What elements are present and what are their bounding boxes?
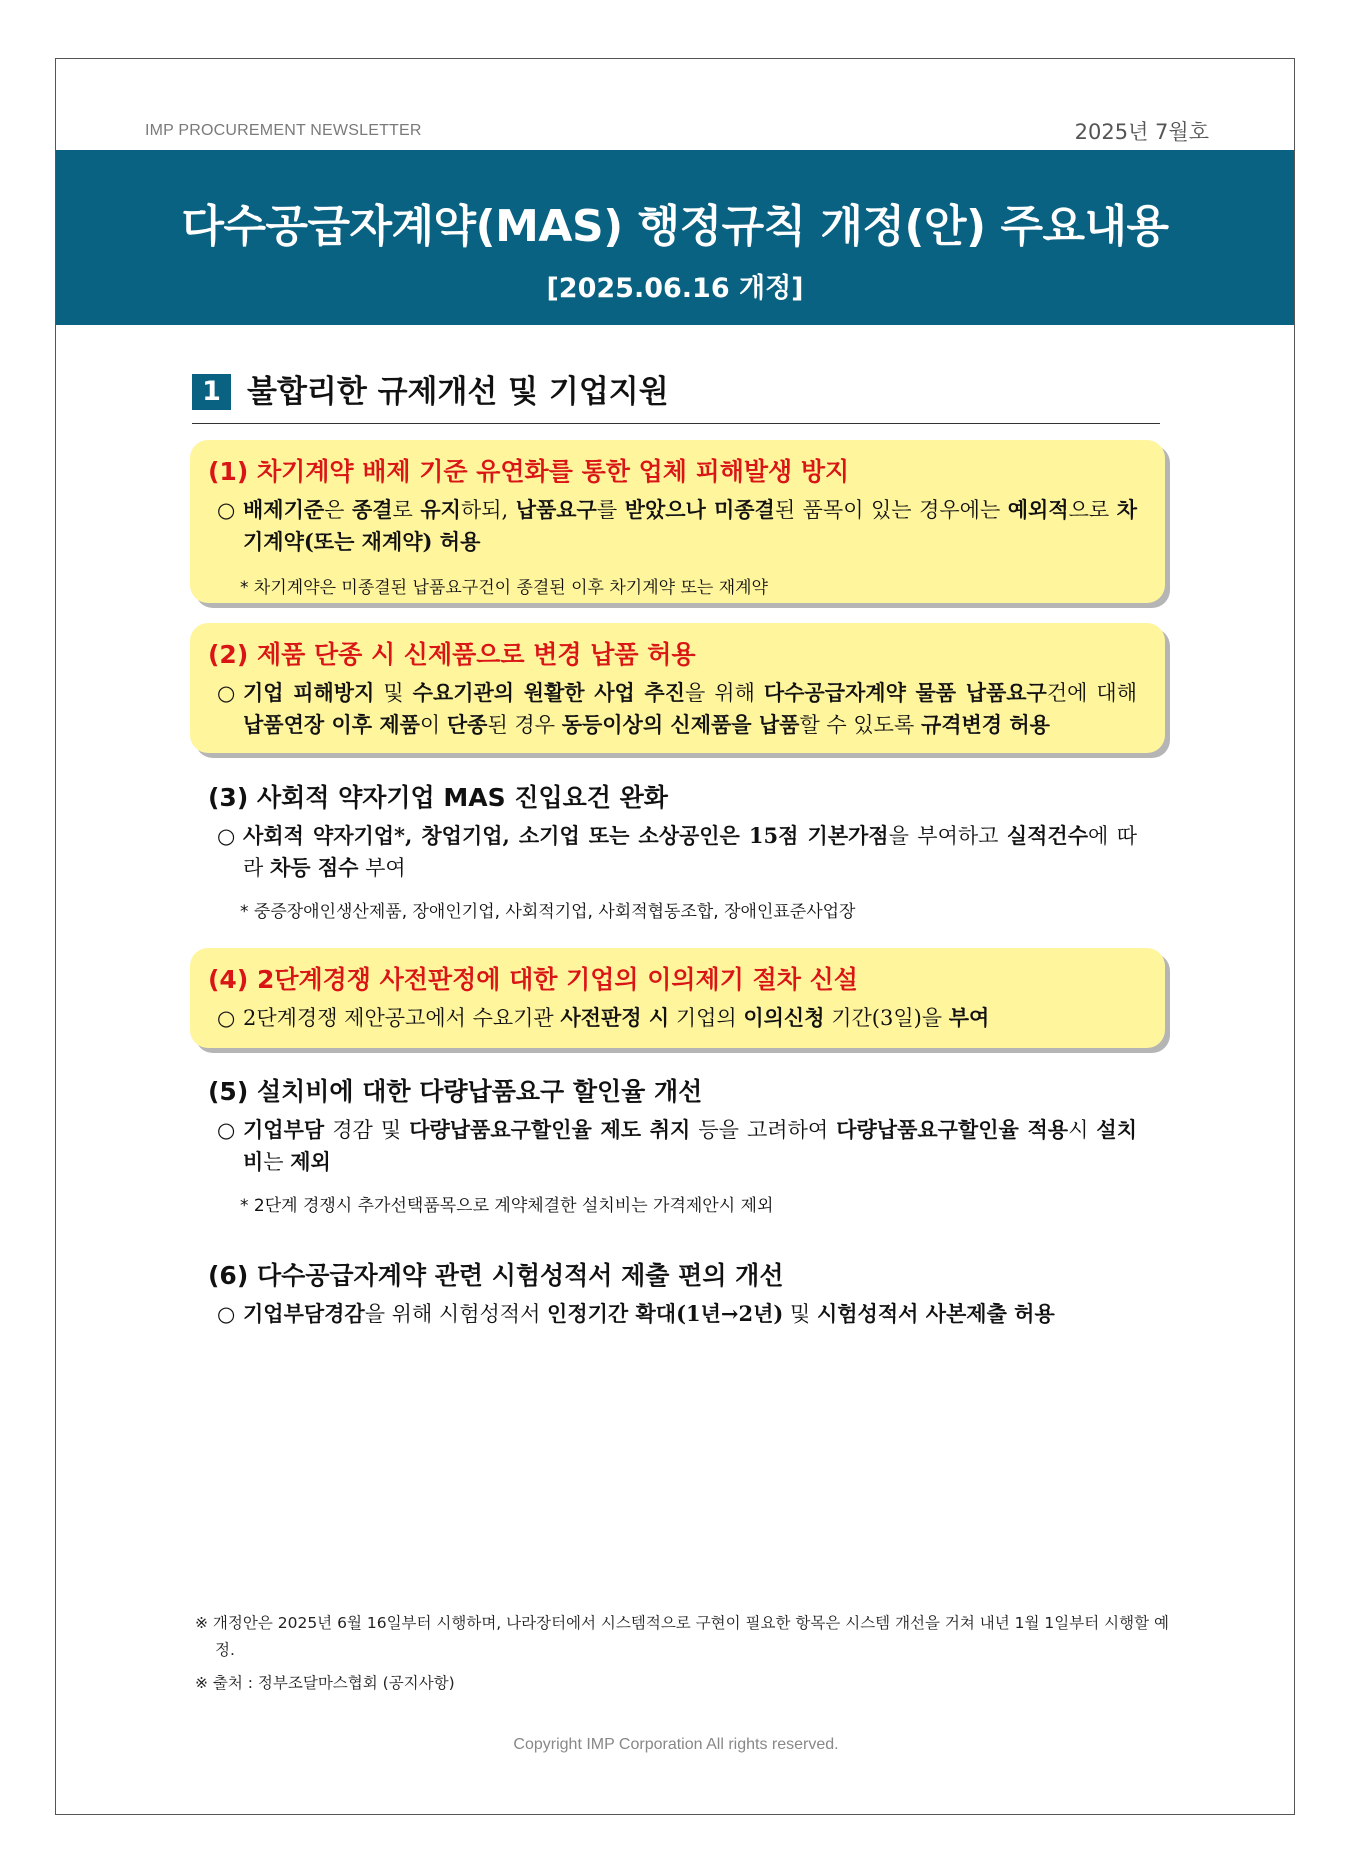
body-text: 을 부여하고 xyxy=(888,824,1007,848)
page-subtitle: [2025.06.16 개정] xyxy=(546,273,804,304)
body-text: 및 xyxy=(374,681,413,705)
emphasis-text: 규격변경 허용 xyxy=(920,712,1050,737)
emphasis-text: 기업부담경감 xyxy=(243,1301,365,1326)
emphasis-text: 다량납품요구할인율 적용 xyxy=(836,1117,1069,1142)
body-text: 으로 xyxy=(1068,498,1117,522)
body-text: 를 xyxy=(596,498,625,522)
copyright: Copyright IMP Corporation All rights reserved. xyxy=(513,1736,839,1753)
item-5-block xyxy=(190,1064,1165,1224)
emphasis-text: 사회적 약자기업*, 창업기업, 소기업 또는 소상공인은 15점 기본가점 xyxy=(243,823,889,848)
item-6-block xyxy=(190,1248,1165,1338)
item-5-title: (5) 설치비에 대한 다량납품요구 할인율 개선 xyxy=(208,1077,703,1106)
emphasis-text: 차기계약(또는 재계약) 허용 xyxy=(243,497,1138,554)
emphasis-text: 기업 피해방지 xyxy=(243,680,375,705)
item-4-bullet: ○ 2단계경쟁 제안공고에서 수요기관 사전판정 시 기업의 이의신청 기간(3일)을 부여 xyxy=(217,1005,990,1030)
body-text: 부여 xyxy=(358,856,406,880)
footnote-source: ※ 출처 : 정부조달마스협회 (공지사항) xyxy=(195,1674,455,1692)
item-2-box xyxy=(190,623,1165,753)
item-5-note: * 2단계 경쟁시 추가선택품목으로 계약체결한 설치비는 가격제안시 제외 xyxy=(240,1196,774,1216)
emphasis-text: 이의신청 xyxy=(743,1005,825,1030)
body-text: 건에 대해 xyxy=(1046,681,1138,705)
page-title: 다수공급자계약(MAS) 행정규칙 개정(안) 주요내용 xyxy=(181,201,1169,252)
body-text: 로 xyxy=(392,498,421,522)
emphasis-text: 납품요구 xyxy=(515,497,597,522)
body-text: 기업의 xyxy=(669,1006,744,1030)
item-6-title: (6) 다수공급자계약 관련 시험성적서 제출 편의 개선 xyxy=(208,1261,784,1290)
newsletter-label: IMP PROCUREMENT NEWSLETTER xyxy=(145,122,422,139)
body-text: 경감 및 xyxy=(324,1118,410,1142)
emphasis-text: 시험성적서 사본제출 허용 xyxy=(816,1301,1055,1326)
emphasis-text: 예외적 xyxy=(1007,497,1069,522)
item-3-bullet: ○ 사회적 약자기업*, 창업기업, 소기업 또는 소상공인은 15점 기본가점을 부여하고 실적건수에 따라 차등 점수 부여 xyxy=(217,823,1137,880)
emphasis-text: 설치비 xyxy=(243,1117,1137,1174)
emphasis-text: 받았으나 미종결 xyxy=(624,497,775,522)
body-text: 기간(3일)을 xyxy=(824,1006,949,1030)
body-text: 는 xyxy=(263,1150,291,1174)
body-text: 된 경우 xyxy=(487,713,562,737)
item-1-bullet: ○ 배제기준은 종결로 유지하되, 납품요구를 받았으나 미종결된 품목이 있는 경우에는 예외적으로 차기계약(또는 재계약) 허용 xyxy=(217,497,1138,554)
emphasis-text: 제외 xyxy=(290,1149,331,1174)
item-3-block xyxy=(190,772,1165,932)
emphasis-text: 부여 xyxy=(948,1005,990,1030)
section-heading xyxy=(192,370,1160,424)
body-text: 등을 고려하여 xyxy=(690,1118,837,1142)
body-text: 은 xyxy=(324,498,352,522)
emphasis-text: 납품연장 이후 제품 xyxy=(243,712,420,737)
body-text: 이 xyxy=(419,713,447,737)
item-3-note: * 중증장애인생산제품, 장애인기업, 사회적기업, 사회적협동조합, 장애인표준사업장 xyxy=(240,902,856,922)
body-text: 하되, xyxy=(460,498,516,522)
item-5-bullet: ○ 기업부담 경감 및 다량납품요구할인율 제도 취지 등을 고려하여 다량납품요구할인율 적용시 설치비는 제외 xyxy=(217,1117,1137,1174)
item-6-bullet: ○ 기업부담경감을 위해 시험성적서 인정기간 확대(1년→2년) 및 시험성적서 사본제출 허용 xyxy=(217,1301,1055,1326)
emphasis-text: 종결 xyxy=(351,497,393,522)
body-text: 2단계경쟁 제안공고에서 수요기관 xyxy=(243,1006,561,1030)
item-4-box xyxy=(190,948,1165,1048)
section-number: 1 xyxy=(192,374,231,410)
item-2-title: (2) 제품 단종 시 신제품으로 변경 납품 허용 xyxy=(208,640,696,669)
body-text: 시 xyxy=(1068,1118,1097,1142)
body-text: 에 따라 xyxy=(243,824,1137,880)
emphasis-text: 인정기간 확대(1년→2년) xyxy=(547,1301,784,1326)
body-text: 을 위해 xyxy=(685,681,764,705)
item-2-bullet: ○ 기업 피해방지 및 수요기관의 원활한 사업 추진을 위해 다수공급자계약 물품 납품요구건에 대해 납품연장 이후 제품이 단종된 경우 동등이상의 신제품을 납품할 수 있도록 규격변경 허용 xyxy=(217,680,1138,737)
emphasis-text: 동등이상의 신제품을 납품 xyxy=(561,712,800,737)
emphasis-text: 다수공급자계약 물품 납품요구 xyxy=(763,680,1047,705)
item-3-title: (3) 사회적 약자기업 MAS 진입요건 완화 xyxy=(208,783,668,812)
emphasis-text: 배제기준 xyxy=(243,497,325,522)
footnote-effective-date: ※ 개정안은 2025년 6월 16일부터 시행하며, 나라장터에서 시스템적으로 구현이 필요한 항목은 시스템 개선을 거쳐 내년 1월 1일부터 시행할 예정. xyxy=(195,1614,1169,1659)
emphasis-text: 다량납품요구할인율 제도 취지 xyxy=(409,1117,691,1142)
section-title: 불합리한 규제개선 및 기업지원 xyxy=(247,374,669,410)
item-4-title: (4) 2단계경쟁 사전판정에 대한 기업의 이의제기 절차 신설 xyxy=(208,965,858,994)
emphasis-text: 단종 xyxy=(446,712,488,737)
emphasis-text: 유지 xyxy=(420,497,461,522)
body-text: 할 수 있도록 xyxy=(799,713,921,737)
body-text: 을 위해 시험성적서 xyxy=(364,1302,548,1326)
item-1-box xyxy=(190,440,1165,603)
emphasis-text: 차등 점수 xyxy=(269,855,359,880)
issue-label: 2025년 7월호 xyxy=(1074,120,1209,144)
emphasis-text: 사전판정 시 xyxy=(560,1005,670,1030)
emphasis-text: 수요기관의 원활한 사업 추진 xyxy=(412,680,685,705)
body-text: 및 xyxy=(783,1302,817,1326)
item-1-note: * 차기계약은 미종결된 납품요구건이 종결된 이후 차기계약 또는 재계약 xyxy=(240,578,768,598)
emphasis-text: 실적건수 xyxy=(1006,823,1089,848)
item-1-title: (1) 차기계약 배제 기준 유연화를 통한 업체 피해발생 방지 xyxy=(208,457,850,486)
title-banner xyxy=(56,150,1294,325)
body-text: 된 품목이 있는 경우에는 xyxy=(774,498,1008,522)
emphasis-text: 기업부담 xyxy=(243,1117,325,1142)
